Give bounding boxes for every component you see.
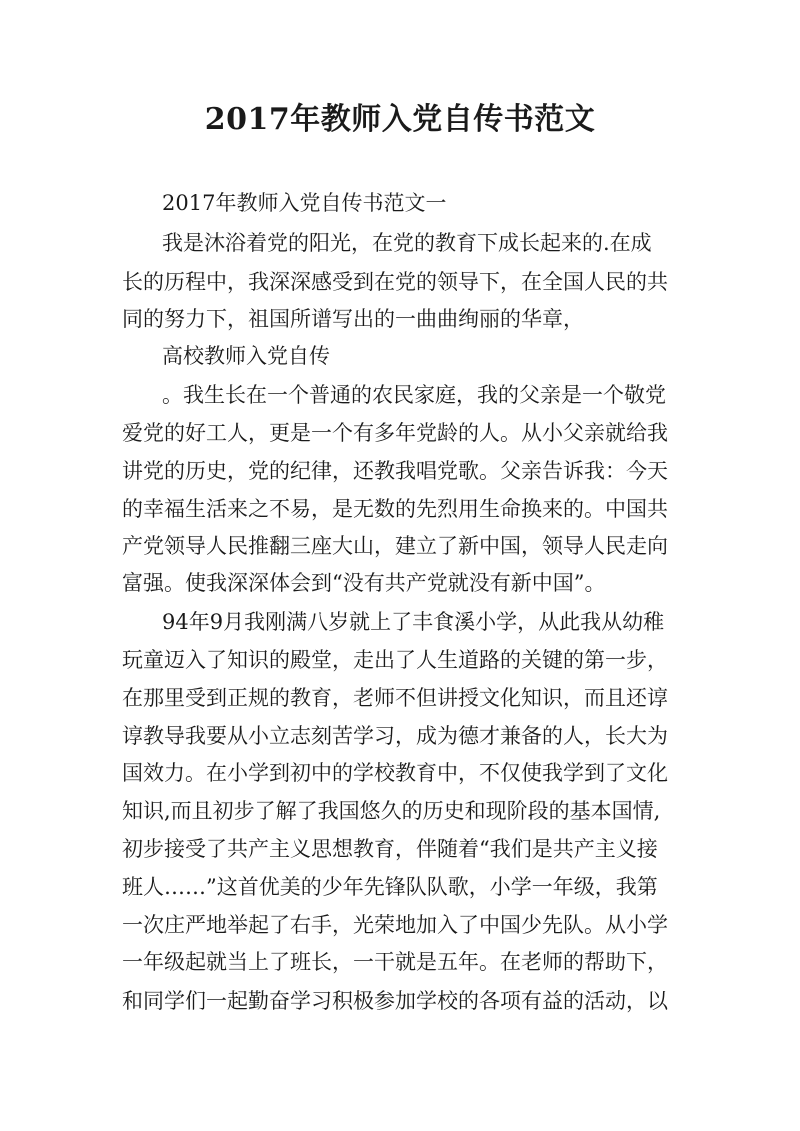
body-line: 爱党的好工人，更是一个有多年党龄的人。从小父亲就给我 bbox=[122, 421, 668, 445]
body-line: 同的努力下，祖国所谱写出的一曲曲绚丽的华章， bbox=[122, 307, 584, 331]
body-line: 国效力。在小学到初中的学校教育中，不仅使我学到了文化 bbox=[122, 761, 668, 785]
body-line: 一年级起就当上了班长，一干就是五年。在老师的帮助下， bbox=[122, 950, 668, 974]
body-line: 94年9月我刚满八岁就上了丰食溪小学，从此我从幼稚 bbox=[162, 610, 665, 634]
body-line: 讲党的历史，党的纪律，还教我唱党歌。父亲告诉我：今天 bbox=[122, 459, 668, 483]
body-line: 知识,而且初步了解了我国悠久的历史和现阶段的基本国情, bbox=[122, 799, 661, 823]
section-heading: 2017年教师入党自传书范文一 bbox=[162, 191, 447, 215]
body-line: 长的历程中，我深深感受到在党的领导下，在全国人民的共 bbox=[122, 270, 668, 294]
body-line: 在那里受到正规的教育，老师不但讲授文化知识，而且还谆 bbox=[122, 686, 668, 710]
sub-heading: 高校教师入党自传 bbox=[162, 344, 330, 368]
body-line: 班人……”这首优美的少年先锋队队歌，小学一年级，我第 bbox=[122, 875, 658, 899]
body-line: 初步接受了共产主义思想教育，伴随着“我们是共产主义接 bbox=[122, 837, 658, 861]
body-line: 产党领导人民推翻三座大山，建立了新中国，领导人民走向 bbox=[122, 534, 668, 558]
body-line: 的幸福生活来之不易，是无数的先烈用生命换来的。中国共 bbox=[122, 497, 668, 521]
body-line: 我是沐浴着党的阳光，在党的教育下成长起来的.在成 bbox=[162, 231, 652, 255]
body-line: 。我生长在一个普通的农民家庭，我的父亲是一个敬党 bbox=[162, 383, 666, 407]
body-line: 和同学们一起勤奋学习积极参加学校的各项有益的活动，以 bbox=[122, 989, 668, 1013]
body-line: 富强。使我深深体会到“没有共产党就没有新中国”。 bbox=[122, 571, 606, 595]
body-line: 谆教导我要从小立志刻苦学习，成为德才兼备的人，长大为 bbox=[122, 724, 668, 748]
body-line: 一次庄严地举起了右手，光荣地加入了中国少先队。从小学 bbox=[122, 913, 668, 937]
document-title: 2017年教师入党自传书范文 bbox=[204, 102, 596, 137]
body-line: 玩童迈入了知识的殿堂，走出了人生道路的关键的第一步， bbox=[122, 648, 668, 672]
